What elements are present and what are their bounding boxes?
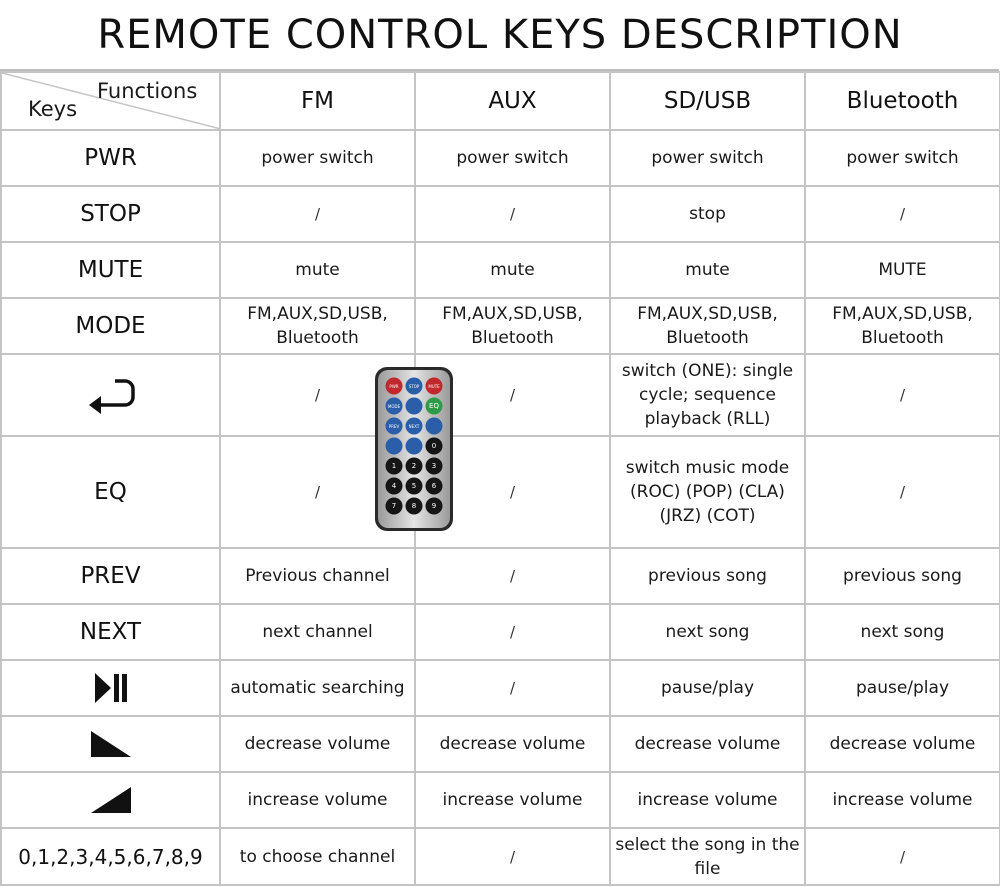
cell-aux: decrease volume	[415, 716, 610, 772]
table-row	[1, 772, 1000, 828]
remote-button-label: 2	[411, 462, 417, 471]
remote-button	[406, 398, 423, 415]
cell-aux: /	[415, 354, 610, 436]
keys-table	[0, 69, 999, 887]
cell-bluetooth: pause/play	[805, 660, 1000, 716]
remote-button	[406, 438, 423, 455]
cell-fm: Previous channel	[220, 548, 415, 604]
cell-aux: /	[415, 548, 610, 604]
cell-fm: FM,AUX,SD,USB, Bluetooth	[220, 298, 415, 354]
cell-aux: power switch	[415, 130, 610, 186]
cell-aux: FM,AUX,SD,USB, Bluetooth	[415, 298, 610, 354]
column-header-fm: FM	[220, 72, 415, 130]
cell-sdusb: decrease volume	[610, 716, 805, 772]
remote-button-label: 5	[411, 482, 417, 491]
cell-sdusb: pause/play	[610, 660, 805, 716]
key-digits: 0,1,2,3,4,5,6,7,8,9	[1, 828, 220, 885]
remote-button	[426, 418, 443, 435]
table-row	[1, 604, 1000, 660]
cell-sdusb: power switch	[610, 130, 805, 186]
cell-sdusb: FM,AUX,SD,USB, Bluetooth	[610, 298, 805, 354]
cell-aux: /	[415, 604, 610, 660]
table-row	[1, 130, 1000, 186]
repeat-arrow-icon	[85, 375, 137, 415]
cell-bluetooth: previous song	[805, 548, 1000, 604]
play-pause-icon	[93, 671, 129, 705]
column-header-aux: AUX	[415, 72, 610, 130]
corner-functions-label: Functions	[97, 79, 198, 103]
remote-button-label: STOP	[408, 384, 420, 390]
table-row	[1, 436, 1000, 548]
cell-bluetooth: /	[805, 186, 1000, 242]
cell-sdusb: stop	[610, 186, 805, 242]
key-prev: PREV	[1, 548, 220, 604]
cell-fm: increase volume	[220, 772, 415, 828]
remote-button-label: PREV	[388, 424, 400, 430]
table-row	[1, 828, 1000, 885]
cell-fm: next channel	[220, 604, 415, 660]
key-volume-down	[1, 716, 220, 772]
remote-button-label: 4	[391, 482, 397, 491]
cell-bluetooth: next song	[805, 604, 1000, 660]
remote-button-label: MODE	[387, 404, 401, 410]
remote-button-label: 0	[431, 442, 437, 451]
cell-bluetooth: /	[805, 828, 1000, 885]
remote-button-label: 9	[431, 502, 437, 511]
key-mode: MODE	[1, 298, 220, 354]
column-header-sdusb: SD/USB	[610, 72, 805, 130]
cell-bluetooth: decrease volume	[805, 716, 1000, 772]
cell-aux: /	[415, 436, 610, 548]
remote-button-label: MUTE	[428, 384, 440, 390]
key-pwr: PWR	[1, 130, 220, 186]
remote-button-label: 8	[411, 502, 417, 511]
cell-aux: /	[415, 828, 610, 885]
table-row	[1, 186, 1000, 242]
table-row	[1, 354, 1000, 436]
cell-bluetooth: increase volume	[805, 772, 1000, 828]
remote-button-label: 6	[431, 482, 437, 491]
cell-fm: /	[220, 354, 415, 436]
cell-bluetooth: /	[805, 354, 1000, 436]
cell-fm: power switch	[220, 130, 415, 186]
table-row	[1, 660, 1000, 716]
key-stop: STOP	[1, 186, 220, 242]
remote-button-label: PWR	[389, 384, 399, 390]
key-eq: EQ	[1, 436, 220, 548]
column-header-bluetooth: Bluetooth	[805, 72, 1000, 130]
cell-sdusb: switch (ONE): single cycle; sequence playback (RLL)	[610, 354, 805, 436]
key-next: NEXT	[1, 604, 220, 660]
cell-aux: increase volume	[415, 772, 610, 828]
corner-keys-label: Keys	[28, 97, 78, 121]
key-repeat	[1, 354, 220, 436]
volume-down-icon	[89, 729, 133, 759]
cell-sdusb: previous song	[610, 548, 805, 604]
key-play-pause	[1, 660, 220, 716]
volume-up-icon	[89, 785, 133, 815]
cell-sdusb: select the song in the file	[610, 828, 805, 885]
remote-control-image	[374, 366, 454, 532]
table-row	[1, 298, 1000, 354]
remote-button-label: 7	[391, 502, 397, 511]
cell-aux: /	[415, 660, 610, 716]
cell-bluetooth: MUTE	[805, 242, 1000, 298]
key-mute: MUTE	[1, 242, 220, 298]
table-row	[1, 716, 1000, 772]
cell-aux: /	[415, 186, 610, 242]
cell-bluetooth: /	[805, 436, 1000, 548]
cell-fm: mute	[220, 242, 415, 298]
remote-button-label: 3	[431, 462, 437, 471]
cell-sdusb: increase volume	[610, 772, 805, 828]
remote-button-label: EQ	[429, 402, 439, 411]
page-title: REMOTE CONTROL KEYS DESCRIPTION	[97, 12, 903, 58]
remote-button-label: 1	[391, 462, 397, 471]
cell-sdusb: next song	[610, 604, 805, 660]
key-volume-up	[1, 772, 220, 828]
header-row	[1, 72, 1000, 130]
remote-button-label: NEXT	[408, 424, 420, 430]
cell-fm: decrease volume	[220, 716, 415, 772]
cell-aux: mute	[415, 242, 610, 298]
cell-fm: to choose channel	[220, 828, 415, 885]
cell-sdusb: mute	[610, 242, 805, 298]
cell-bluetooth: FM,AUX,SD,USB, Bluetooth	[805, 298, 1000, 354]
cell-sdusb: switch music mode (ROC) (POP) (CLA) (JRZ) (COT)	[610, 436, 805, 548]
cell-fm: /	[220, 436, 415, 548]
cell-bluetooth: power switch	[805, 130, 1000, 186]
remote-button	[386, 438, 403, 455]
corner-cell	[1, 72, 220, 130]
table-row	[1, 242, 1000, 298]
cell-fm: /	[220, 186, 415, 242]
cell-fm: automatic searching	[220, 660, 415, 716]
table-row	[1, 548, 1000, 604]
